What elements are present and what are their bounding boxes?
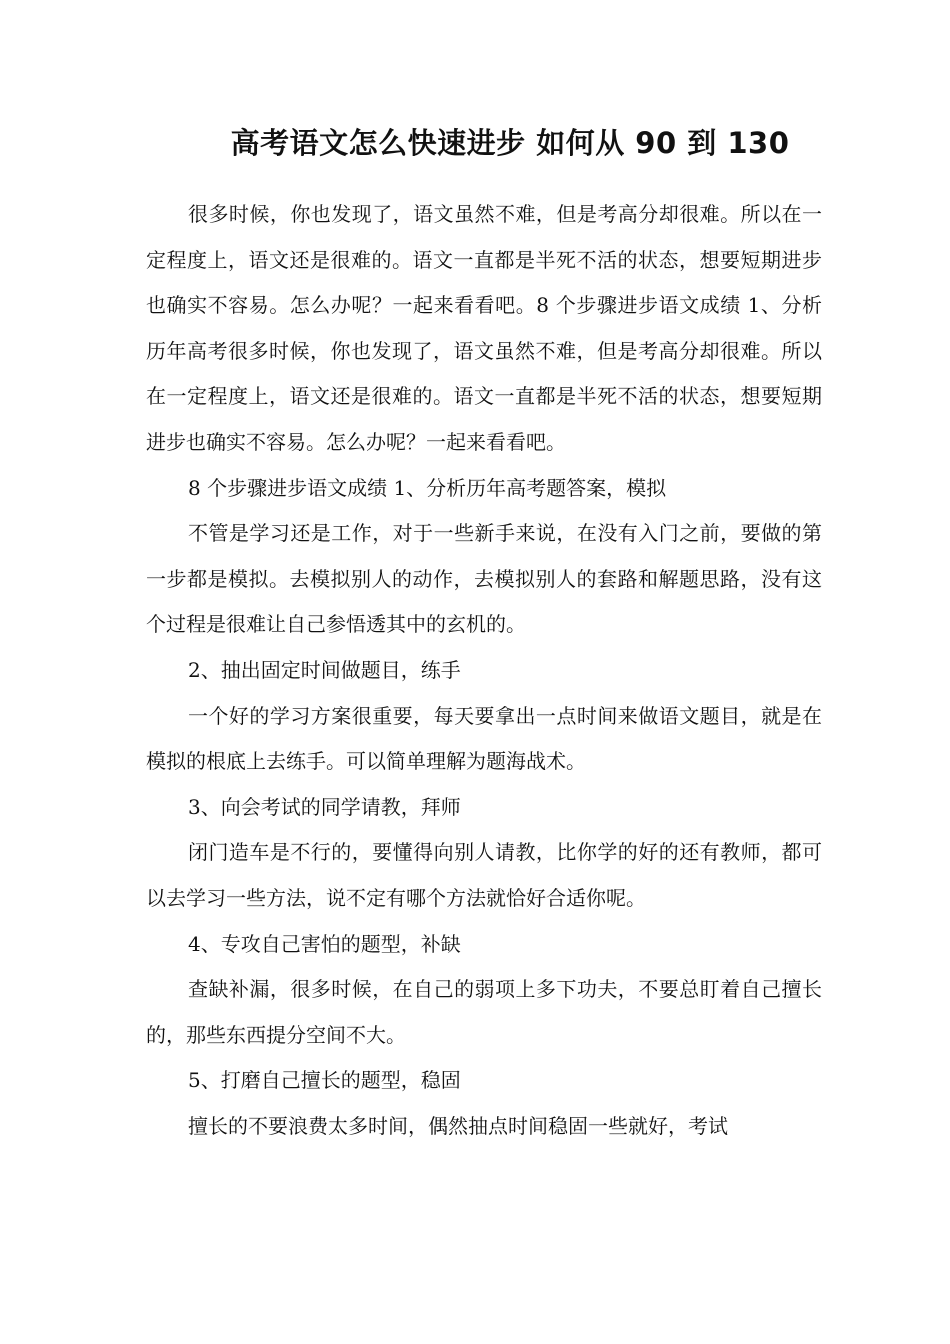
section-heading-3: 3、向会考试的同学请教，拜师: [188, 794, 461, 819]
paragraph-1: 不管是学习还是工作，对于一些新手来说，在没有入门之前，要做的第一步都是模拟。去模拟别人的动作，去模拟别人的套路和解题思路，没有这个过程是很难让自己参悟透其中的玄机的。: [146, 521, 822, 637]
title-area: [0, 0, 950, 200]
paragraph-2: 一个好的学习方案很重要，每天要拿出一点时间来做语文题目，就是在模拟的根底上去练手。可以简单理解为题海战术。: [146, 703, 822, 774]
paragraph-5: 擅长的不要浪费太多时间，偶然抽点时间稳固一些就好，考试: [188, 1113, 728, 1138]
section-heading-4: 4、专攻自己害怕的题型，补缺: [188, 931, 461, 956]
section-heading-1: 8 个步骤进步语文成绩 1、分析历年高考题答案，模拟: [188, 475, 667, 500]
paragraph-intro: 很多时候，你也发现了，语文虽然不难，但是考高分却很难。所以在一定程度上，语文还是很难的。语文一直都是半死不活的状态，想要短期进步也确实不容易。怎么办呢？一起来看看吧。8 个步骤进步语文成绩 1、分析历年高考很多时候，你也发现了，语文虽然不难，但是考高分却很难。所以在一定程度上，语文还是很难的。语文一直都是半死不活的状态，想要短期进步也确实不容易。怎么办呢？一起来看看吧。: [146, 202, 822, 454]
document-title: 高考语文怎么快速进步 如何从 90 到 130: [230, 126, 790, 160]
paragraph-4: 查缺补漏，很多时候，在自己的弱项上多下功夫，不要总盯着自己擅长的，那些东西提分空间不大。: [146, 977, 822, 1047]
section-heading-5: 5、打磨自己擅长的题型，稳固: [188, 1068, 461, 1093]
paragraph-3: 闭门造车是不行的，要懂得向别人请教，比你学的好的还有教师，都可以去学习一些方法，说不定有哪个方法就恰好合适你呢。: [146, 840, 822, 910]
section-heading-2: 2、抽出固定时间做题目，练手: [188, 657, 461, 682]
document-body: [146, 192, 822, 1149]
